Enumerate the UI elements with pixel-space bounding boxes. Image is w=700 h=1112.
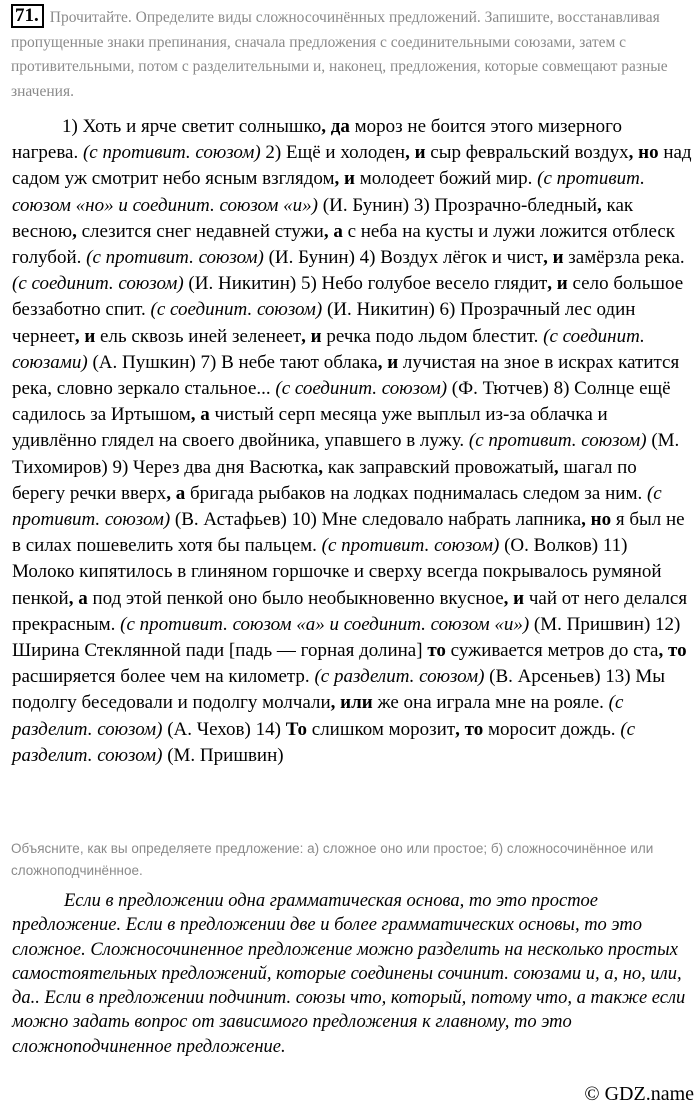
sentence-text: село большое беззаботно спит. xyxy=(12,273,684,321)
conjunction-highlight: , xyxy=(72,220,77,242)
conjunction-highlight: , и xyxy=(547,273,568,295)
conjunction-type-note: (с разделит. союзом) xyxy=(12,718,636,766)
conjunction-highlight: то xyxy=(427,640,446,662)
explanation-paragraph: Если в предложении одна грамматическая основа, то это простое предложение. Если в предложении две и более грамматических основы, то это сложное. Сложносочиненное предложение можно разделить на несколько простых самостоятельных предложений, которые соединены сочинит. союзами и, а, но, или, да.. Если в предложении подчинит. союзы что, который, потому что, а также если можно задать вопрос от зависимого предложения к главному, то это сложноподчиненное предложение. xyxy=(12,891,686,1057)
sentence-text: замёрзла река. xyxy=(563,247,685,269)
task-header xyxy=(11,4,691,104)
conjunction-type-note: (с разделит. союзом) xyxy=(12,692,624,740)
sentence-text: молодеет божий мир. xyxy=(354,168,538,190)
sentence-text: с неба на кусты и лужи ложится отблеск голубой. xyxy=(12,220,676,269)
conjunction-type-note: (с соединит. союзом) xyxy=(12,273,184,295)
conjunction-type-note: (с соединит. союзом) xyxy=(275,378,448,400)
conjunction-highlight: , и xyxy=(301,325,322,347)
answer-text xyxy=(12,114,692,769)
sentence-text: (И. Никитин) 6) Прозрачный лес один чернеет xyxy=(12,299,636,347)
follow-up-question: Объясните, как вы определяете предложение: а) сложное оно или простое; б) сложносочинённое или сложноподчинённое. xyxy=(11,841,654,878)
sentence-text: сыр февральский воздух xyxy=(425,142,629,164)
sentence-text: (А. Пушкин) 7) В небе тают облака xyxy=(87,351,378,373)
sentence-text: как заправский провожатый xyxy=(323,456,554,478)
sentence-text: речка подо льдом блестит. xyxy=(321,325,544,347)
conjunction-highlight: , или xyxy=(330,692,373,714)
conjunction-type-note: (с противит. союзом «а» и соединит. союзом «и») xyxy=(120,613,530,635)
sentence-text: моросит дождь. xyxy=(483,718,621,740)
sentence-text: (В. Арсеньев) 13) Мы подолгу беседовали и подолгу молчали xyxy=(12,666,666,714)
conjunction-type-note: (с соединит. союзами) xyxy=(12,325,645,373)
conjunction-highlight: , и xyxy=(74,325,96,347)
conjunction-highlight: То xyxy=(285,718,308,740)
conjunction-highlight: , и xyxy=(405,142,426,164)
conjunction-highlight: , и xyxy=(377,351,399,373)
exercise-number: 71. xyxy=(11,4,44,28)
sentence-text: бригада рыбаков на лодках поднималась следом за ним. xyxy=(185,482,647,504)
sentence-text: (М. Пришвин) 12) Ширина Стеклянной пади [падь — горная долина] xyxy=(12,613,681,662)
sentence-text: чистый серп месяца уже выплыл из-за облачка и удивлённо глядел на своего двойника, упавшего в лужу. xyxy=(12,404,608,452)
sentence-text: мороз не боится этого мизерного нагрева. xyxy=(12,116,622,164)
conjunction-type-note: (с противит. союзом) xyxy=(82,142,261,164)
conjunction-highlight: , но xyxy=(581,509,612,531)
sentence-text: расширяется более чем на километр. xyxy=(12,666,315,688)
sentence-text: 2) Ещё и холоден xyxy=(260,142,406,164)
sentence-text: ель сквозь иней зеленеет xyxy=(95,325,302,347)
sentence-text: лучистая на зное в искрах катится река, словно зеркало стальное... xyxy=(12,351,680,400)
conjunction-highlight: , то xyxy=(658,640,687,662)
sentence-text: как весною xyxy=(12,194,634,242)
sentence-text: слезится снег недавней стужи xyxy=(76,220,324,242)
conjunction-type-note: (с противит. союзом) xyxy=(321,535,500,557)
conjunction-highlight: , а xyxy=(323,220,343,242)
sentence-text: же она играла мне на рояле. xyxy=(372,692,609,714)
sentence-text: над садом уж смотрит небо ясным взглядом xyxy=(12,142,692,190)
conjunction-highlight: , xyxy=(318,456,324,478)
sentence-text: (И. Бунин) 3) Прозрачно-бледный xyxy=(318,194,597,216)
conjunction-type-note: (с разделит. союзом) xyxy=(314,666,485,688)
sentence-text: (М. Тихомиров) 9) Через два дня Васютка xyxy=(12,430,680,478)
conjunction-highlight: , но xyxy=(628,142,659,164)
sentence-text: (В. Астафьев) 10) Мне следовало набрать лапника xyxy=(170,509,582,531)
sentence-text: чай от него делался прекрасным. xyxy=(12,587,688,635)
sentence-text: (А. Чехов) 14) xyxy=(162,718,286,740)
answer-paragraph xyxy=(12,114,692,769)
conjunction-highlight: , то xyxy=(455,718,484,740)
sentence-text: (М. Пришвин) xyxy=(162,744,284,766)
sentence-text: под этой пенкой оно было необыкновенно вкусное xyxy=(87,587,504,609)
sentence-text: (И. Бунин) 4) Воздух лёгок и чист xyxy=(263,247,544,269)
conjunction-type-note: (с соединит. союзом) xyxy=(150,299,323,321)
sentence-text: суживается метров до ста xyxy=(445,640,659,662)
conjunction-highlight: , xyxy=(597,194,602,216)
sentence-text: (И. Никитин) 5) Небо голубое весело глядит xyxy=(183,273,548,295)
conjunction-highlight: , и xyxy=(503,587,525,609)
sentence-text: 1) Хоть и ярче светит солнышко xyxy=(62,116,322,137)
conjunction-type-note: (с противит. союзом) xyxy=(86,247,264,269)
conjunction-type-note: (с противит. союзом) xyxy=(468,430,647,452)
conjunction-highlight: , а xyxy=(190,404,210,426)
conjunction-highlight: , и xyxy=(334,168,355,190)
conjunction-highlight: , да xyxy=(321,116,350,137)
conjunction-highlight: , и xyxy=(543,247,564,269)
sentence-text: (Ф. Тютчев) 8) Солнце ещё садилось за Иртышом xyxy=(12,378,671,426)
conjunction-highlight: , xyxy=(553,456,559,478)
sentence-text: шагал по берегу речки вверх xyxy=(12,456,637,504)
sentence-text: я был не в силах пошевелить хотя бы пальцем. xyxy=(12,509,685,557)
sentence-text: (О. Волков) 11) Молоко кипятилось в глиняном горшочке и сверху всегда покрывалось румяной пенкой xyxy=(12,535,662,609)
conjunction-highlight: , а xyxy=(68,587,88,609)
sentence-text: слишком морозит xyxy=(307,718,456,740)
conjunction-type-note: (с противит. союзом) xyxy=(12,482,662,531)
conjunction-highlight: , а xyxy=(166,482,186,504)
task-instruction: Прочитайте. Определите виды сложносочинённых предложений. Запишите, восстанавливая пропущенные знаки препинания, сначала предложения с соединительными союзами, затем с противительными, потом с разделительными и, наконец, предложения, которые совмещают разные значения. xyxy=(11,9,668,100)
conjunction-type-note: (с противит. союзом «но» и соединит. союзом «и») xyxy=(12,168,645,216)
copyright-watermark: © GDZ.name xyxy=(584,1083,694,1105)
